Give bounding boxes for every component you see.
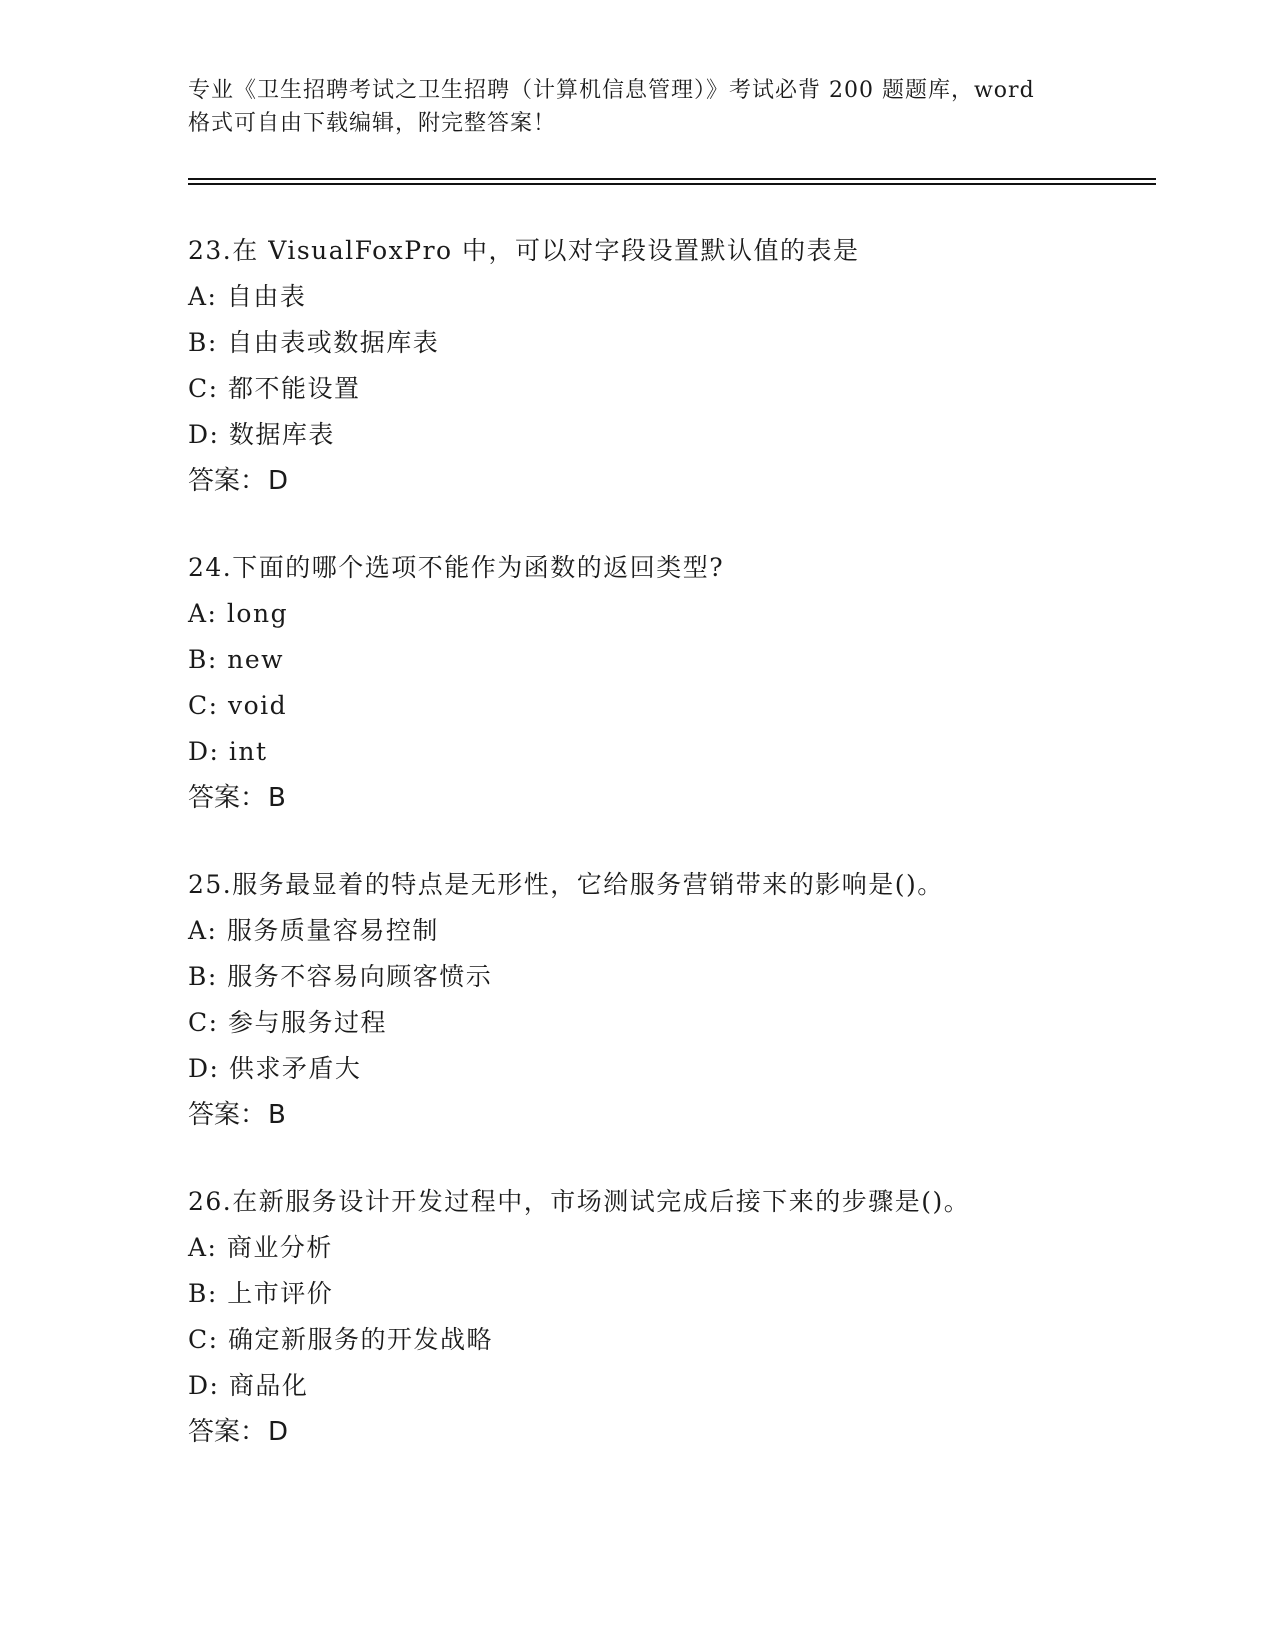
- option-a: A: 自由表: [188, 282, 307, 311]
- answer-line: [188, 466, 1168, 496]
- option-b: B: 上市评价: [188, 1279, 334, 1308]
- answer-line: [188, 1417, 1168, 1447]
- question-25: [188, 870, 1168, 1130]
- header-divider-top: [188, 178, 1156, 180]
- answer-value: B: [268, 1100, 286, 1130]
- option-c: C: 都不能设置: [188, 374, 361, 403]
- answer-value: D: [268, 1417, 289, 1447]
- answer-line: [188, 1100, 1168, 1130]
- header-line-2: 格式可自由下载编辑，附完整答案！: [188, 111, 557, 136]
- option-c: C: 确定新服务的开发战略: [188, 1325, 493, 1354]
- document-header: [188, 74, 1088, 140]
- option-d: D: int: [188, 737, 268, 766]
- option-d: D: 供求矛盾大: [188, 1054, 362, 1083]
- answer-label: 答案：: [188, 466, 267, 496]
- option-b: B: 自由表或数据库表: [188, 328, 440, 357]
- option-b: B: 服务不容易向顾客愤示: [188, 962, 493, 991]
- question-stem: 26.在新服务设计开发过程中，市场测试完成后接下来的步骤是()。: [188, 1187, 971, 1216]
- answer-label: 答案：: [188, 1100, 267, 1130]
- option-d: D: 商品化: [188, 1371, 309, 1400]
- option-c: C: 参与服务过程: [188, 1008, 387, 1037]
- answer-label: 答案：: [188, 1417, 267, 1447]
- question-24: [188, 553, 1168, 813]
- option-a: A: long: [188, 599, 289, 628]
- question-26: [188, 1187, 1168, 1447]
- option-b: B: new: [188, 645, 285, 674]
- answer-line: [188, 783, 1168, 813]
- header-line-1: 专业《卫生招聘考试之卫生招聘（计算机信息管理）》考试必背 200 题题库，word: [188, 78, 1035, 103]
- header-divider-bottom: [188, 183, 1156, 185]
- answer-value: B: [268, 783, 286, 813]
- option-a: A: 商业分析: [188, 1233, 333, 1262]
- option-d: D: 数据库表: [188, 420, 335, 449]
- answer-label: 答案：: [188, 783, 267, 813]
- question-23: [188, 236, 1168, 496]
- answer-value: D: [268, 466, 289, 496]
- option-a: A: 服务质量容易控制: [188, 916, 439, 945]
- question-stem: 24.下面的哪个选项不能作为函数的返回类型?: [188, 553, 725, 582]
- question-stem: 25.服务最显着的特点是无形性，它给服务营销带来的影响是()。: [188, 870, 944, 899]
- option-c: C: void: [188, 691, 288, 720]
- question-stem: 23.在 VisualFoxPro 中，可以对字段设置默认值的表是: [188, 236, 860, 265]
